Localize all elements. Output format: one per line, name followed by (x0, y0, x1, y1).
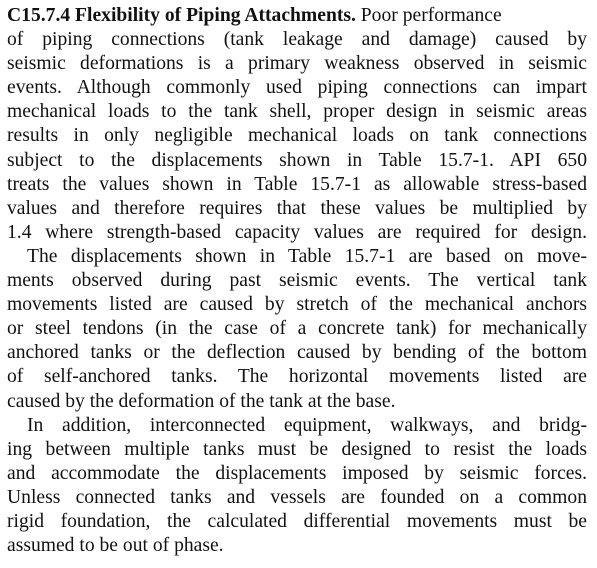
text-line: results in only negligible mechanical loads on tank connections (7, 125, 587, 147)
text-line: treats the values shown in Table 15.7-1 as allowable stress-based (7, 173, 587, 195)
paragraph-3 (7, 414, 587, 559)
text-line: C15.7.4 Flexibility of Piping Attachments. Poor performance (7, 5, 502, 26)
text-line: events. Although commonly used piping connections can impart (7, 77, 587, 99)
section-title: Flexibility of Piping Attachments. (75, 5, 356, 26)
text-line: In addition, interconnected equipment, walkways, and bridg- (27, 414, 587, 436)
document-page (7, 4, 587, 558)
text-line: movements listed are caused by stretch of the mechanical anchors (7, 294, 587, 316)
text-line: values and therefore requires that these values be multiplied by (7, 197, 587, 219)
paragraph-2 (7, 245, 587, 414)
text-line: subject to the displacements shown in Table 15.7-1. API 650 (7, 149, 587, 171)
text-line: assumed to be out of phase. (7, 535, 224, 557)
text-line: ments observed during past seismic events. The vertical tank (7, 270, 587, 292)
text-line: or steel tendons (in the case of a concrete tank) for mechanically (7, 318, 587, 340)
text-line: The displacements shown in Table 15.7-1 are based on move- (27, 245, 587, 267)
text-line: of piping connections (tank leakage and damage) caused by (7, 29, 587, 51)
section-number: C15.7.4 (7, 5, 71, 26)
text-line: of self-anchored tanks. The horizontal movements listed are (7, 366, 587, 388)
paragraph-1 (7, 4, 587, 245)
text-line: seismic deformations is a primary weakness observed in seismic (7, 53, 587, 75)
section-heading (7, 5, 356, 26)
text-line: 1.4 where strength-based capacity values are required for design. (7, 221, 587, 243)
text-line: ing between multiple tanks must be designed to resist the loads (7, 438, 587, 460)
text-line: anchored tanks or the deflection caused by bending of the bottom (7, 342, 587, 364)
text-line: rigid foundation, the calculated differential movements must be (7, 510, 587, 532)
text-line: mechanical loads to the tank shell, proper design in seismic areas (7, 101, 587, 123)
text-line: caused by the deformation of the tank at the base. (7, 390, 396, 412)
text-line: and accommodate the displacements imposed by seismic forces. (7, 462, 587, 484)
text-line: Unless connected tanks and vessels are founded on a common (7, 486, 587, 508)
